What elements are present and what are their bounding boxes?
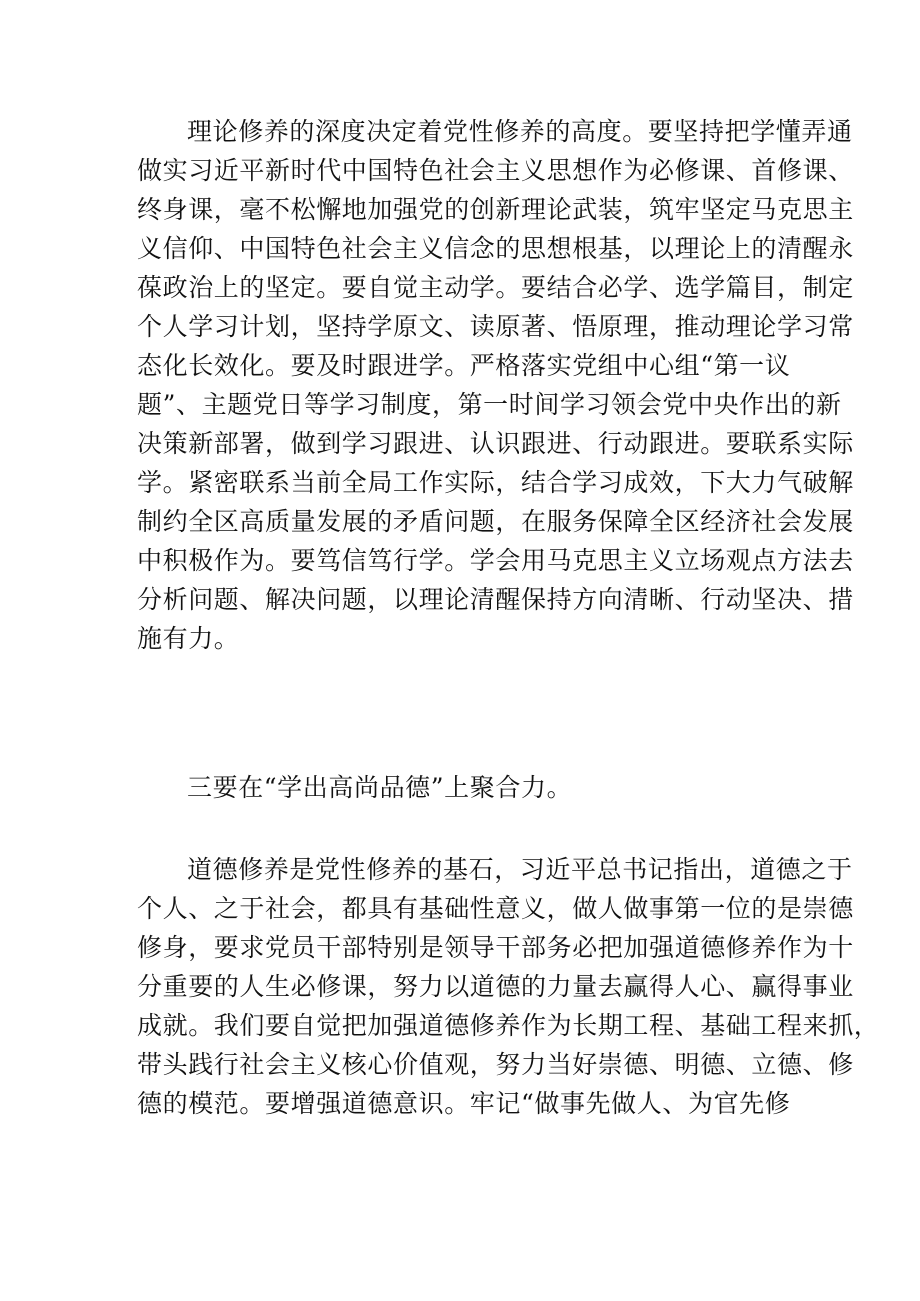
text-line: 分析问题、解决问题，以理论清醒保持方向清晰、行动坚决、措	[137, 585, 854, 614]
text-line: 做实习近平新时代中国特色社会主义思想作为必修课、首修课、	[137, 156, 854, 185]
text-line: 中积极作为。要笃信笃行学。学会用马克思主义立场观点方法去	[137, 546, 854, 575]
text-line: 制约全区高质量发展的矛盾问题，在服务保障全区经济社会发展	[137, 507, 854, 536]
text-line: 道德修养是党性修养的基石，习近平总书记指出，道德之于	[187, 855, 853, 884]
text-line: 葆政治上的坚定。要自觉主动学。要结合必学、选学篇目，制定	[137, 273, 854, 302]
text-line: 分重要的人生必修课，努力以道德的力量去赢得人心、赢得事业	[137, 972, 854, 1001]
text-line: 修身，要求党员干部特别是领导干部务必把加强道德修养作为十	[137, 933, 854, 962]
paragraph-theory-cultivation	[137, 112, 854, 658]
text-line: 学。紧密联系当前全局工作实际，结合学习成效，下大力气破解	[137, 468, 854, 497]
text-line: 施有力。	[137, 624, 240, 653]
text-line: 态化长效化。要及时跟进学。严格落实党组中心组“第一议	[137, 351, 791, 380]
text-line: 成就。我们要自觉把加强道德修养作为长期工程、基础工程来抓，	[137, 1011, 880, 1040]
text-line: 个人、之于社会，都具有基础性意义，做人做事第一位的是崇德	[137, 894, 854, 923]
text-line: 带头践行社会主义核心价值观，努力当好崇德、明德、立德、修	[137, 1050, 854, 1079]
text-line: 题”、主题党日等学习制度，第一时间学习领会党中央作出的新	[137, 390, 842, 419]
text-line: 德的模范。要增强道德意识。牢记“做事先做人、为官先修	[137, 1089, 791, 1118]
text-line: 义信仰、中国特色社会主义信念的思想根基，以理论上的清醒永	[137, 234, 854, 263]
paragraph-moral-cultivation	[137, 850, 880, 1123]
section-heading-text: 三要在“学出高尚品德”上聚合力。	[187, 773, 573, 802]
text-line: 终身课，毫不松懈地加强党的创新理论武装，筑牢坚定马克思主	[137, 195, 854, 224]
text-line: 决策新部署，做到学习跟进、认识跟进、行动跟进。要联系实际	[137, 429, 854, 458]
text-line: 个人学习计划，坚持学原文、读原著、悟原理，推动理论学习常	[137, 312, 854, 341]
section-heading	[137, 768, 797, 807]
text-line: 理论修养的深度决定着党性修养的高度。要坚持把学懂弄通	[187, 117, 853, 146]
